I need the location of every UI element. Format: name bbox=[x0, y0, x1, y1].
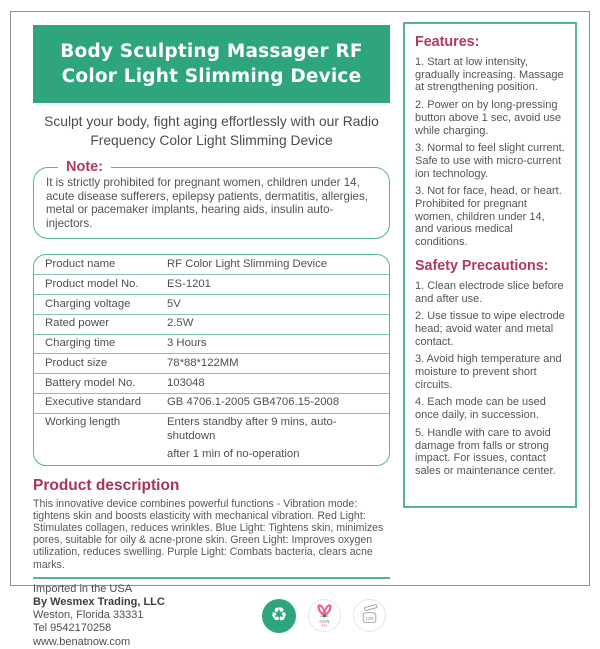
spec-value: 3 Hours bbox=[167, 337, 207, 350]
company-line: By Wesmex Trading, LLC bbox=[33, 596, 165, 609]
safety-item: 5. Handle with care to avoid damage from falls or strong impact. For issues, contact sales or maintenance center. bbox=[415, 426, 556, 477]
spec-value: 5V bbox=[167, 297, 181, 310]
spec-value: GB 4706.1-2005 GB4706.15-2008 bbox=[167, 396, 340, 409]
product-title: Body Sculpting Massager RF Color Light Slimming Device bbox=[60, 41, 363, 87]
period-after-opening-icon bbox=[353, 599, 386, 632]
spec-value: 2.5W bbox=[167, 317, 194, 330]
spec-label: Charging voltage bbox=[45, 297, 131, 310]
spec-table bbox=[33, 254, 390, 465]
spec-label: Rated power bbox=[45, 317, 110, 330]
safety-item: 2. Use tissue to wipe electrode head; avoid water and metal contact. bbox=[415, 310, 565, 348]
safety-item: 1. Clean electrode slice before and after use. bbox=[415, 279, 564, 305]
svg-text:free: free bbox=[321, 623, 328, 628]
imported-line: Imported in the USA bbox=[33, 582, 133, 595]
spec-value: 78*88*122MM bbox=[167, 356, 239, 369]
table-row bbox=[34, 353, 389, 373]
safety-item: 3. Avoid high temperature and moisture to prevent short circuits. bbox=[415, 353, 562, 391]
spec-label: Working length bbox=[45, 416, 121, 429]
spec-label: Charging time bbox=[45, 337, 116, 350]
spec-label: Product name bbox=[45, 257, 116, 270]
safety-item: 4. Each mode can be used once daily, in succession. bbox=[415, 396, 546, 422]
feature-item: 3. Not for face, head, or heart. Prohibited for pregnant women, children under 14, and various medical conditions. bbox=[415, 185, 562, 249]
table-row bbox=[34, 255, 389, 274]
note-box bbox=[33, 159, 390, 239]
svg-text:12M: 12M bbox=[365, 616, 374, 622]
features-heading: Features: bbox=[415, 34, 480, 50]
spec-value: ES-1201 bbox=[167, 277, 211, 290]
table-row bbox=[34, 334, 389, 354]
tagline: Sculpt your body, fight aging effortlessly with our Radio Frequency Color Light Slimming Device bbox=[44, 114, 379, 148]
note-text: It is strictly prohibited for pregnant women, children under 14, acute disease sufferers, epilepsy patients, dermatitis, allergies, metal or pacemaker implants, hearing aids, insulin auto-injectors. bbox=[46, 176, 368, 230]
recycle-icon: ♻ bbox=[262, 599, 296, 633]
spec-value: 103048 bbox=[167, 376, 205, 389]
city-line: Weston, Florida 33331 bbox=[33, 609, 144, 622]
spec-value-line1: Enters standby after 9 mins, auto-shutdown bbox=[167, 416, 337, 442]
left-column bbox=[33, 25, 390, 649]
safety-precautions-heading: Safety Precautions: bbox=[415, 257, 549, 274]
product-description-heading: Product description bbox=[33, 476, 180, 494]
table-row bbox=[34, 314, 389, 334]
certification-icons bbox=[262, 599, 386, 633]
table-row bbox=[34, 294, 389, 314]
table-row bbox=[34, 274, 389, 294]
tel-line: Tel 9542170258 bbox=[33, 622, 112, 635]
importer-address-block bbox=[33, 583, 165, 649]
spec-label: Battery model No. bbox=[45, 376, 136, 389]
spec-value: RF Color Light Slimming Device bbox=[167, 257, 328, 270]
spec-label: Product size bbox=[45, 356, 108, 369]
table-row bbox=[34, 413, 389, 465]
feature-item: 2. Power on by long-pressing button above 1 sec, avoid use while charging. bbox=[415, 99, 562, 137]
spec-value bbox=[167, 416, 379, 462]
right-column bbox=[403, 22, 577, 508]
note-label: Note: bbox=[66, 159, 104, 175]
product-title-banner bbox=[33, 25, 390, 103]
feature-item: 1. Start at low intensity, gradually increasing. Massage at strengthening position. bbox=[415, 56, 564, 94]
cruelty-free-icon bbox=[308, 599, 341, 632]
footer bbox=[33, 583, 390, 649]
table-row bbox=[34, 393, 389, 413]
table-row bbox=[34, 373, 389, 393]
footer-divider bbox=[33, 577, 390, 579]
feature-item: 3. Normal to feel slight current. Safe to use with micro-current ion technology. bbox=[415, 142, 565, 180]
product-description-text: This innovative device combines powerful functions - Vibration mode: tightens skin and boosts elasticity with mechanical vibration. Red Light: Stimulates collagen, reduces wrinkles. Blue Light: Tightens skin, minimizes pores, suitable for oily & acne-prone skin. Green Light: Improves oxygen utilization, reduces swelling. Purple Light: Combats bacteria, clears acne marks. bbox=[33, 497, 384, 571]
spec-label: Product model No. bbox=[45, 277, 139, 290]
svg-text:cruelty: cruelty bbox=[319, 619, 330, 624]
spec-label: Executive standard bbox=[45, 396, 142, 409]
website-line: www.benatnow.com bbox=[33, 635, 131, 648]
spec-value-line2: after 1 min of no-operation bbox=[167, 448, 300, 461]
